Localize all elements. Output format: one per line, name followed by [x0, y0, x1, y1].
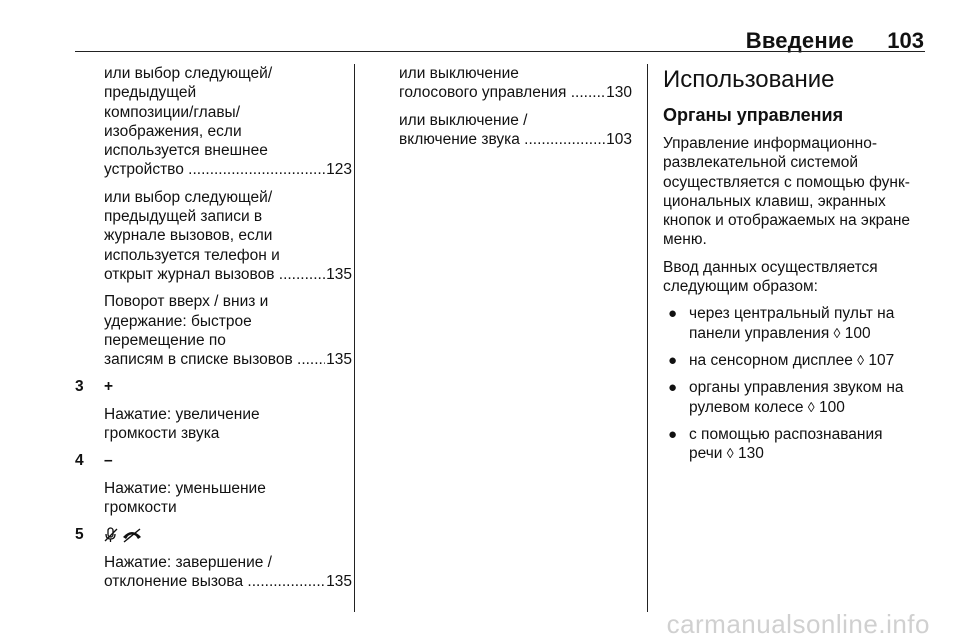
bullet-line: с помощью распознавания	[689, 425, 883, 443]
reference-arrow-icon: ◊	[833, 324, 841, 341]
paragraph-line: циональных клавиш, экранных	[663, 192, 886, 210]
item-4-heading	[75, 451, 352, 470]
entry-line: используется внешнее	[104, 142, 268, 160]
bullet-icon: ●	[668, 379, 678, 397]
list-item	[399, 111, 632, 150]
hang-up-phone-icon	[121, 527, 143, 543]
entry-line: перемещение по	[104, 331, 226, 349]
entry-line: или выбор следующей/	[104, 65, 273, 82]
entry-last-line	[104, 572, 352, 591]
paragraph-line: Ввод данных осуществляется	[663, 258, 878, 276]
paragraph-line: осуществляется с помощью функ-	[663, 173, 910, 191]
list-item	[663, 351, 925, 370]
list-item	[104, 553, 352, 592]
page-number: 103	[887, 28, 924, 53]
bullet-line: органы управления звуком на	[689, 379, 904, 397]
entry-line: или выключение	[399, 65, 519, 82]
entry-line: используется телефон и	[104, 246, 280, 264]
entry-line: громкости	[104, 498, 177, 516]
column-divider-1	[354, 64, 355, 612]
list-item	[104, 479, 352, 518]
bullet-icon: ●	[668, 351, 678, 369]
entry-text: включение звука .....	[399, 130, 605, 149]
bullet-line: через центральный пульт на	[689, 305, 895, 323]
reference-arrow-icon: ◊	[807, 398, 815, 415]
item-3-heading	[75, 377, 352, 396]
page-reference: 135	[326, 351, 352, 369]
paragraph-line: Управление информационно-	[663, 135, 878, 152]
page-header-title: Введение	[745, 28, 854, 53]
entry-line: предыдущей	[104, 84, 197, 102]
paragraph-line: кнопок и отображаемых на экране	[663, 212, 911, 230]
list-item	[663, 425, 925, 464]
plus-symbol: +	[104, 378, 114, 396]
entry-line: изображения, если	[104, 122, 242, 140]
entry-text: отклонение вызова .....	[104, 572, 325, 591]
mute-microphone-icon	[104, 527, 118, 543]
minus-symbol: –	[104, 452, 113, 470]
entry-line: или выключение /	[399, 111, 528, 129]
entry-line: композиции/главы/	[104, 103, 240, 121]
paragraph-line: меню.	[663, 231, 707, 249]
page-reference: 123	[326, 161, 352, 179]
column-1	[75, 64, 352, 599]
page-reference: 103	[606, 130, 632, 148]
list-item	[104, 405, 352, 444]
entry-line: Нажатие: завершение /	[104, 553, 272, 571]
column-divider-2	[647, 64, 648, 612]
section-title: Использование	[663, 66, 835, 93]
bullet-icon: ●	[668, 425, 678, 443]
subsection-title: Органы управления	[663, 105, 844, 125]
paragraph	[663, 134, 925, 250]
header-rule	[75, 51, 925, 52]
entry-line: предыдущей записи в	[104, 208, 263, 226]
item-5-heading	[75, 525, 352, 544]
entry-line: или выбор следующей/	[104, 188, 273, 206]
entry-text: открыт журнал вызовов .....	[104, 265, 325, 284]
watermark: carmanualsonline.info	[666, 609, 930, 639]
entry-text: устройство .....	[104, 160, 325, 179]
entry-line: громкости звука	[104, 425, 220, 443]
list-item	[104, 188, 352, 284]
bullet-line: рулевом колесе	[689, 398, 804, 416]
reference-arrow-icon: ◊	[726, 445, 734, 462]
paragraph-line: развлекательной системой	[663, 154, 859, 172]
item-number: 4	[75, 452, 84, 470]
entry-text: голосового управления .....	[399, 83, 605, 102]
reference-arrow-icon: ◊	[857, 351, 865, 368]
column-2	[399, 64, 632, 157]
item-number: 5	[75, 526, 84, 544]
entry-line: Нажатие: уменьшение	[104, 479, 266, 497]
page-reference[interactable]: 130	[738, 445, 764, 463]
bullet-list	[663, 304, 925, 463]
bullet-icon: ●	[668, 305, 678, 323]
list-item	[399, 64, 632, 103]
entry-text: записям в списке вызовов .....	[104, 350, 325, 369]
paragraph-line: следующим образом:	[663, 278, 818, 296]
entry-last-line	[104, 160, 352, 179]
page-reference[interactable]: 107	[868, 351, 895, 369]
page-reference: 130	[606, 84, 632, 102]
entry-line: журнале вызовов, если	[104, 227, 273, 245]
list-item	[104, 64, 352, 180]
page-reference[interactable]: 100	[818, 398, 845, 416]
entry-last-line	[399, 130, 632, 149]
item-number: 3	[75, 378, 84, 396]
entry-line: Нажатие: увеличение	[104, 405, 260, 423]
entry-line: Поворот вверх / вниз и	[104, 293, 269, 311]
bullet-line: на сенсорном дисплее	[689, 351, 853, 369]
list-item	[663, 378, 925, 417]
entry-line: удержание: быстрое	[104, 312, 252, 330]
column-3	[663, 64, 925, 471]
entry-last-line	[104, 265, 352, 284]
list-item	[663, 304, 925, 343]
bullet-line: панели управления	[689, 324, 830, 342]
page-reference: 135	[326, 265, 352, 283]
page-reference: 135	[326, 572, 352, 590]
list-item	[104, 292, 352, 369]
page-reference[interactable]: 100	[844, 324, 871, 342]
entry-last-line	[104, 350, 352, 369]
bullet-line: речи	[689, 445, 723, 463]
entry-last-line	[399, 83, 632, 102]
paragraph	[663, 258, 925, 297]
